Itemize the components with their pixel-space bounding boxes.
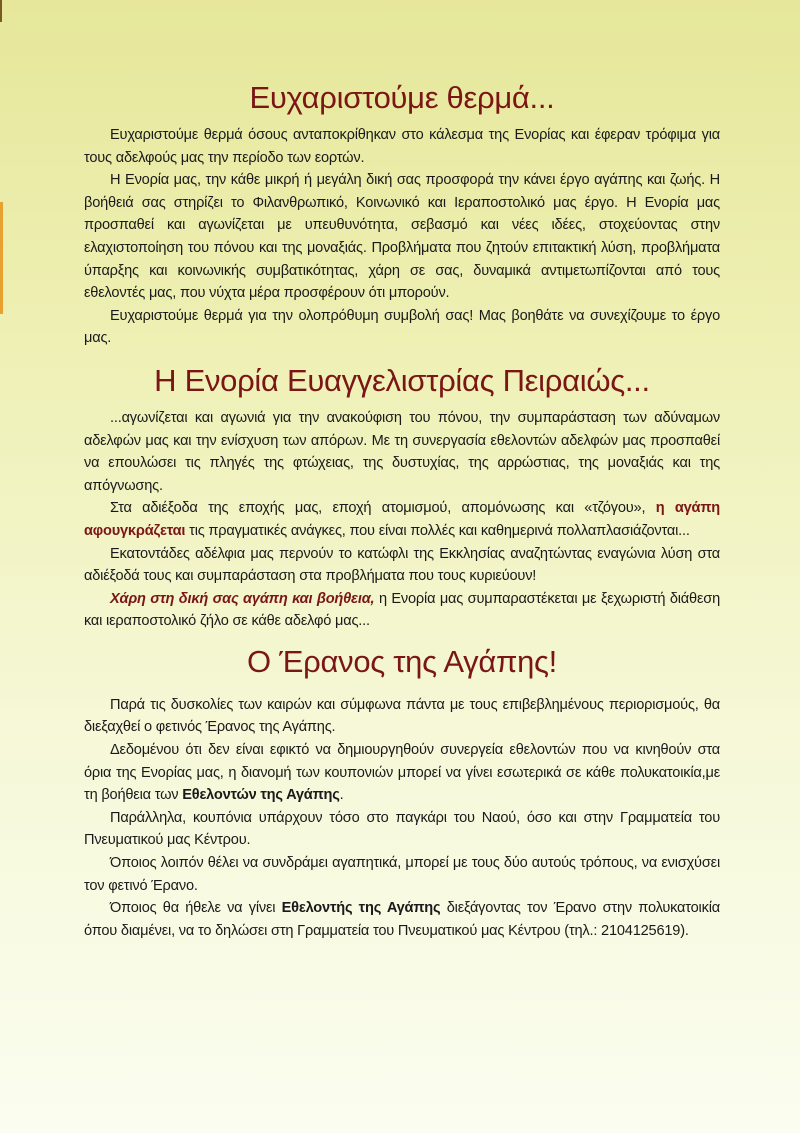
document-page [84,78,720,942]
paragraph: Ευχαριστούμε θερμά όσους ανταποκρίθηκαν στο κάλεσμα της Ενορίας και έφεραν τρόφιμα για τους αδελφούς μας την περίοδο των εορτών. [84,127,720,166]
paragraph: Παράλληλα, κουπόνια υπάρχουν τόσο στο παγκάρι του Ναού, όσο και στην Γραμματεία του Πνευματικού μας Κέντρου. [84,809,720,849]
paragraph: Η Ενορία μας, την κάθε μικρή ή μεγάλη δική σας προσφορά την κάνει έργο αγάπης και ζωής. Η βοήθειά σας στηρίζει το Φιλανθρωπικό, Κοινωνικό και Ιεραποστολικό μας έργο. Η Ενορία μας προσπαθεί και αγωνίζεται με υπευθυνότητα, σεβασμό και νέες ιδέες, στοχεύοντας στην ελαχιστοποίηση του πόνου και της μοναξιάς. Προβλήματα που ζητούν επιτακτική λύση, προβλήματα ύπαρξης και κοινωνικής συμβατικότητας, χάρη σε σας, δυναμικά αντιμετωπίζονται από τους εθελοντές μας, που νύχτα μέρα προσφέρουν ότι μπορούν. [84,172,720,302]
section-title-eranos: Ο Έρανος της Αγάπης! [247,643,557,679]
section-parish [84,361,720,633]
paragraph: ...αγωνίζεται και αγωνιά για την ανακούφιση του πόνου, την συμπαράσταση των αδύναμων αδελφών μας και την ενίσχυση των απόρων. Με τη συνεργασία εθελοντών αδελφών μας προσπαθεί να επουλώσει τις πληγές της φτώχειας, της δυστυχίας, της αρρώστιας, της μοναξιάς και της απόγνωσης. [84,409,720,494]
highlight-text: η αγάπη αφουγκράζεται [84,500,721,539]
paragraph [84,588,720,633]
section-title-parish: Η Ενορία Ευαγγελιστρίας Πειραιώς... [154,362,650,398]
bold-text: Εθελοντών της Αγάπης [182,787,340,804]
paragraph: Όποιος λοιπόν θέλει να συνδράμει αγαπητικά, μπορεί με τους δύο αυτούς τρόπους, να ενισχύσει τον φετινό Έρανο. [84,855,720,894]
paragraph: Παρά τις δυσκολίες των καιρών και σύμφωνα πάντα με τους επιβεβλημένους περιορισμούς, θα διεξαχθεί ο φετινός Έρανος της Αγάπης. [84,696,720,736]
paragraph: Εκατοντάδες αδέλφια μας περνούν το κατώφλι της Εκκλησίας αναζητώντας εναγώνια λύση στα αδιέξοδά τους και συμπαράσταση στα προβλήματα που τους κυριεύουν! [84,545,720,585]
section-title-thanks: Ευχαριστούμε θερμά... [249,80,555,115]
paragraph-text: . [339,787,344,804]
paragraph [84,739,720,807]
section-thanks [84,78,720,350]
paragraph-text: Δεδομένου ότι δεν είναι εφικτό να δημιουργηθούν συνεργεία εθελοντών που να κινηθούν στα όρια της Ενορίας μας, η διανομή των κουπονιών μπορεί να γίνει εσωτερικά σε κάθε πολυκατοικία,με τη βοήθεια των [84,742,720,804]
paragraph-text: Όποιος θα ήθελε να γίνει [110,900,276,917]
bold-text: Εθελοντής της Αγάπης [281,900,441,917]
top-edge-line [0,0,2,22]
paragraph-text: τις πραγματικές ανάγκες, που είναι πολλές και καθημερινά πολλαπλασιάζονται... [189,522,690,539]
paragraph-text: διεξάγοντας τον Έρανο στην πολυκατοικία όπου διαμένει, να το δηλώσει στη Γραμματεία του Πνευματικού μας Κέντρου (τηλ.: 2104125619). [84,900,720,939]
paragraph: Ευχαριστούμε θερμά για την ολοπρόθυμη συμβολή σας! Μας βοηθάτε να συνεχίζουμε το έργο μας. [84,307,720,347]
paragraph [84,497,720,542]
paragraph-text: η Ενορία μας συμπαραστέκεται με ξεχωριστή διάθεση και ιεραποστολικό ζήλο σε κάθε αδελφό μας... [84,590,720,630]
paragraph-text: Στα αδιέξοδα της εποχής μας, εποχή ατομισμού, απομόνωσης και «τζόγου», [110,500,646,517]
highlight-text: Χάρη στη δική σας αγάπη και βοήθεια, [110,590,375,607]
section-eranos [84,642,720,943]
side-accent-bar [0,202,3,314]
paragraph [84,897,720,942]
